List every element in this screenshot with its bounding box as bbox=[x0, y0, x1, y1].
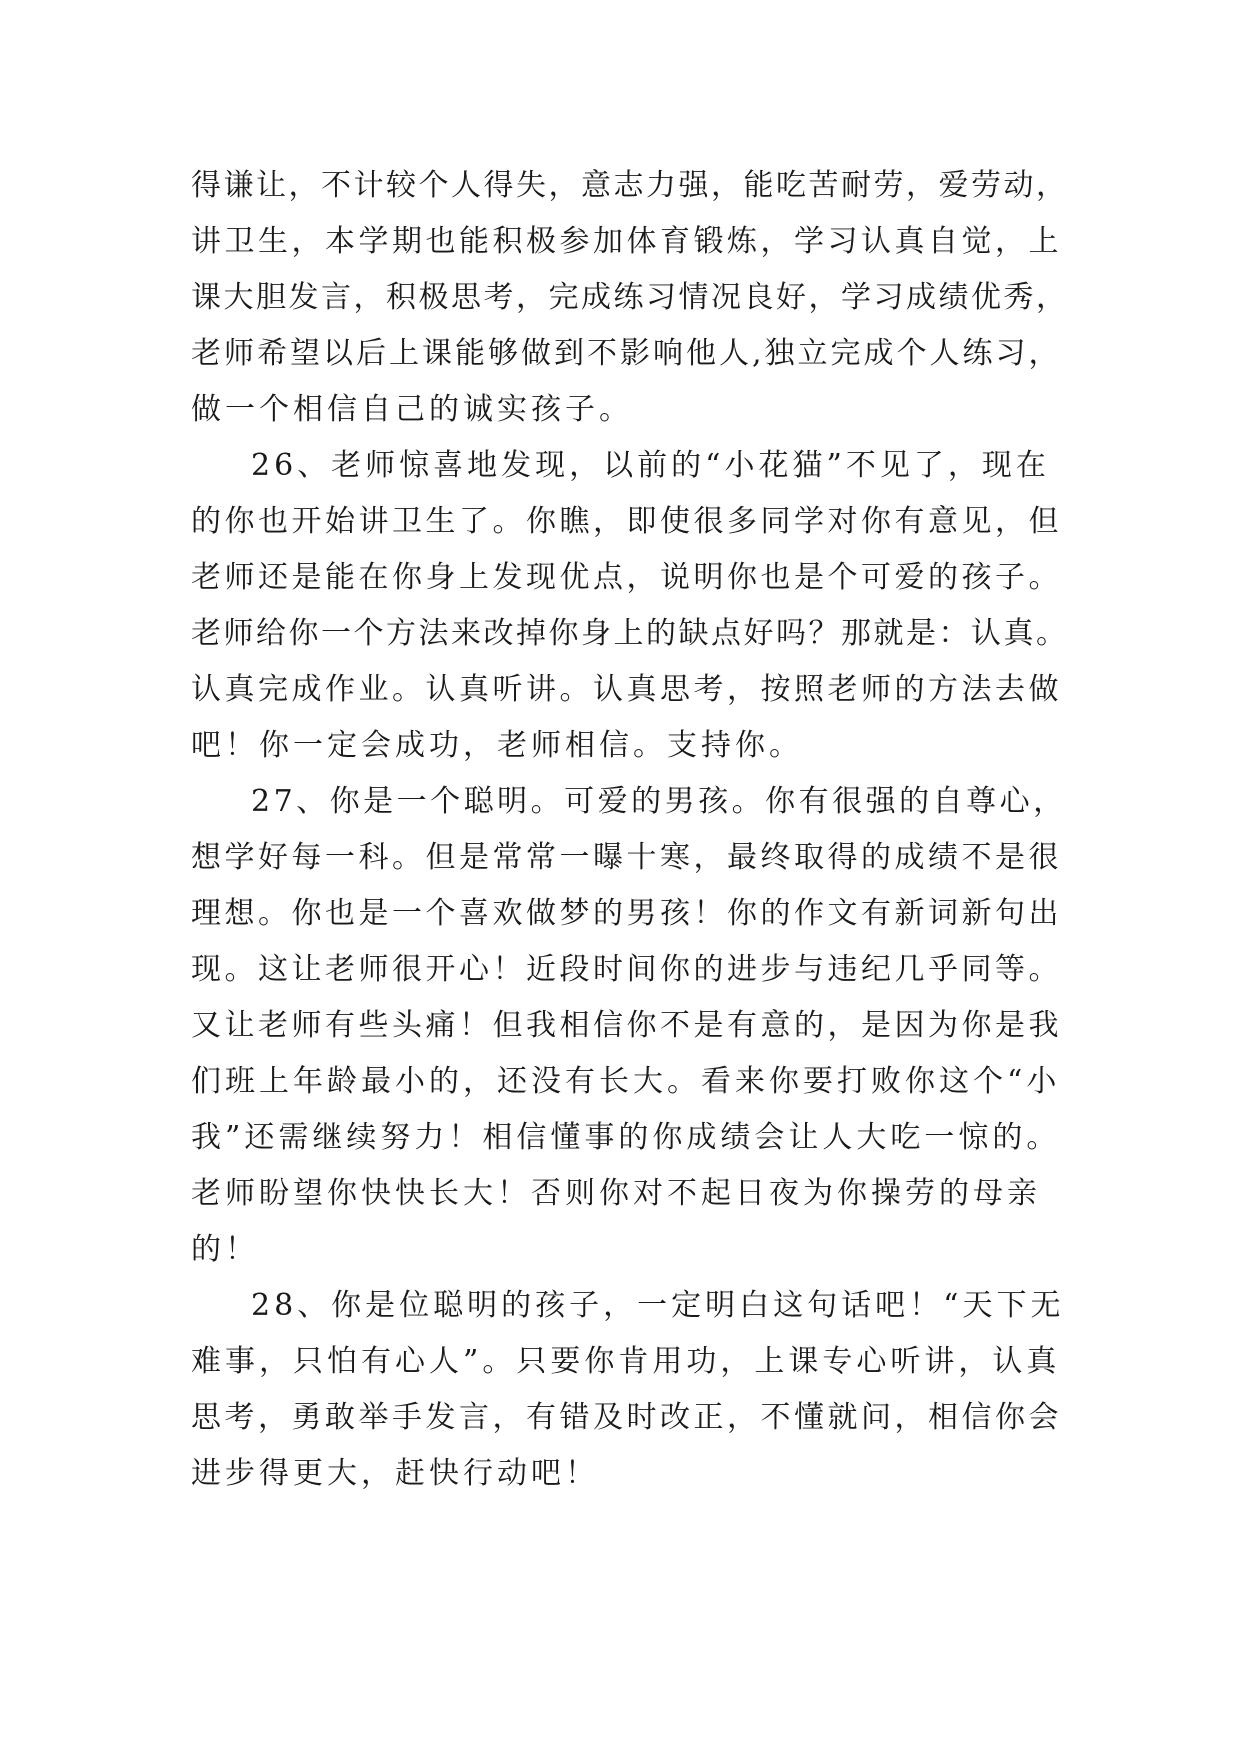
text-line: 做一个相信自己的诚实孩子。 bbox=[191, 392, 633, 427]
text-line: 老师给你一个方法来改掉你身上的缺点好吗？那就是：认真。 bbox=[191, 616, 1069, 651]
text-line: 现。这让老师很开心！近段时间你的进步与违纪几乎同等。 bbox=[191, 952, 1062, 987]
text-line: 讲卫生，本学期也能积极参加体育锻炼，学习认真自觉，上 bbox=[191, 224, 1062, 259]
text-line: 想学好每一科。但是常常一曝十寒，最终取得的成绩不是很 bbox=[191, 840, 1062, 875]
text-line: 难事，只怕有心人”。只要你肯用功，上课专心听讲，认真 bbox=[191, 1344, 1061, 1379]
document-body bbox=[191, 158, 1071, 1502]
text-line: 又让老师有些头痛！但我相信你不是有意的，是因为你是我 bbox=[191, 1008, 1062, 1043]
text-line: 老师盼望你快快长大！否则你对不起日夜为你操劳的母亲 bbox=[191, 1176, 1041, 1211]
paragraph-26-start: 26、老师惊喜地发现，以前的“小花猫”不见了，现在 bbox=[251, 448, 1050, 483]
text-line: 的你也开始讲卫生了。你瞧，即使很多同学对你有意见，但 bbox=[191, 504, 1062, 539]
text-line: 们班上年龄最小的，还没有长大。看来你要打败你这个“小 bbox=[191, 1064, 1061, 1099]
text-line: 进步得更大，赶快行动吧！ bbox=[191, 1456, 599, 1491]
text-line: 的！ bbox=[191, 1232, 259, 1267]
text-line: 老师希望以后上课能够做到不影响他人,独立完成个人练习， bbox=[191, 336, 1062, 371]
text-line: 理想。你也是一个喜欢做梦的男孩！你的作文有新词新句出 bbox=[191, 896, 1062, 931]
paragraph-27-start: 27、你是一个聪明。可爱的男孩。你有很强的自尊心， bbox=[251, 784, 1067, 819]
text-line: 我”还需继续努力！相信懂事的你成绩会让人大吃一惊的。 bbox=[191, 1120, 1061, 1155]
text-line: 认真完成作业。认真听讲。认真思考，按照老师的方法去做 bbox=[191, 672, 1062, 707]
text-line: 吧！你一定会成功，老师相信。支持你。 bbox=[191, 728, 803, 763]
text-line: 得谦让，不计较个人得失，意志力强，能吃苦耐劳，爱劳动， bbox=[191, 168, 1069, 203]
text-line: 思考，勇敢举手发言，有错及时改正，不懂就问，相信你会 bbox=[191, 1400, 1062, 1435]
text-line: 老师还是能在你身上发现优点，说明你也是个可爱的孩子。 bbox=[191, 560, 1062, 595]
paragraph-28-start: 28、你是位聪明的孩子，一定明白这句话吧！“天下无 bbox=[251, 1288, 1065, 1323]
text-line: 课大胆发言，积极思考，完成练习情况良好，学习成绩优秀， bbox=[191, 280, 1069, 315]
